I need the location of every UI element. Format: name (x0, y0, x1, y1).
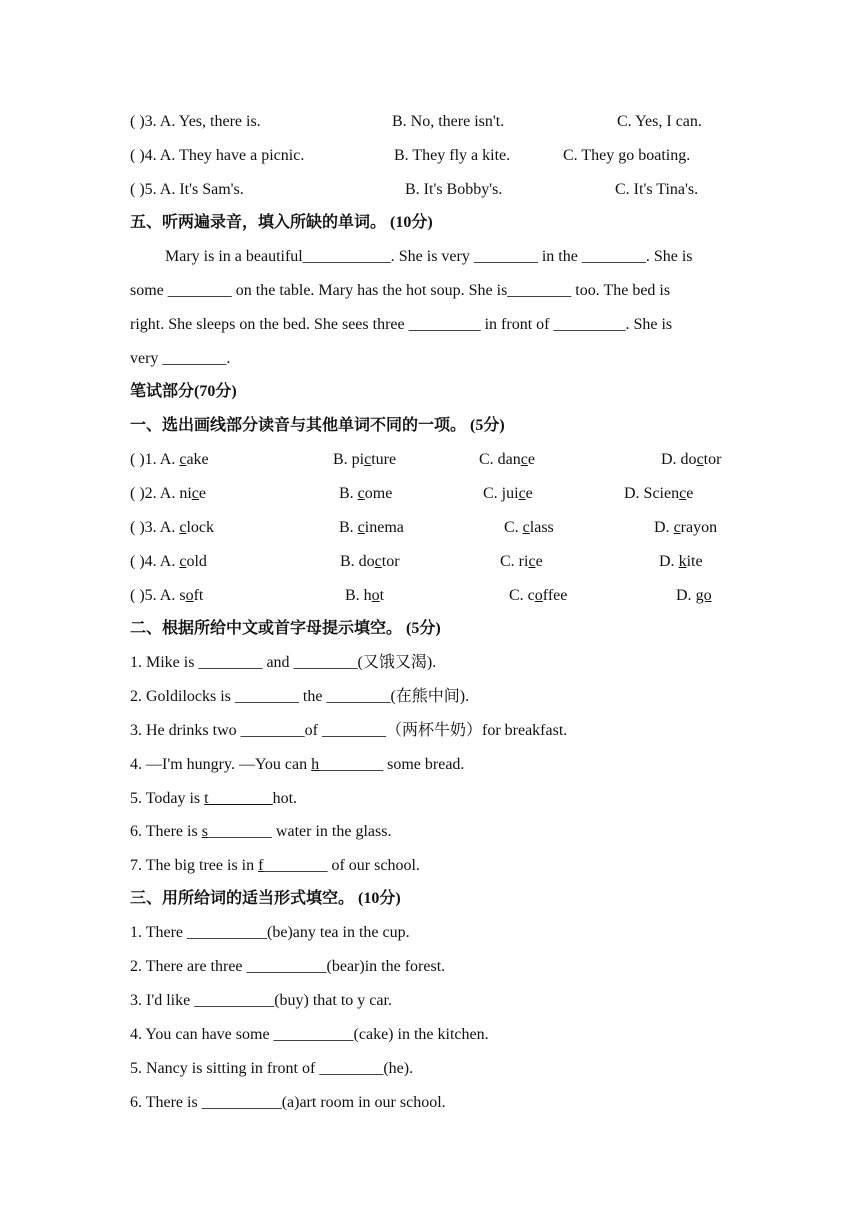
listening-q3-b: B. No, there isn't. (392, 113, 505, 130)
part3-q1: 1. There __________(be)any tea in the cup. (130, 924, 410, 941)
part1-row3-b: B. cinema (339, 519, 404, 536)
section5-title: 五、听两遍录音，填入所缺的单词。 (130, 214, 387, 231)
part1-row2-d: D. Science (624, 485, 694, 502)
part1-row5-b: B. hot (345, 587, 385, 604)
part1-row1-a: ( )1. A. cake (130, 451, 209, 468)
listening-q4-b: B. They fly a kite. (394, 147, 511, 164)
section5-line1: Mary is in a beautiful___________. She is very ________ in the ________. She is (165, 248, 693, 265)
part1-row4-b: B. doctor (340, 553, 400, 570)
part2-heading (130, 619, 441, 639)
part1-row3-c: C. class (504, 519, 554, 536)
part1-row1-b: B. picture (333, 451, 397, 468)
part3-title: 三、用所给词的适当形式填空。 (130, 890, 355, 907)
part1-row1-d: D. doctor (661, 451, 722, 468)
part1-row5-a: ( )5. A. soft (130, 587, 204, 604)
part1-row4-d: D. kite (659, 553, 703, 570)
part1-row3-d: D. crayon (654, 519, 718, 536)
part2-q2: 2. Goldilocks is ________ the ________(在熊中间). (130, 688, 470, 705)
listening-q5-b: B. It's Bobby's. (405, 181, 503, 198)
part3-q6: 6. There is __________(a)art room in our school. (130, 1094, 446, 1111)
part2-q5: 5. Today is t________hot. (130, 790, 298, 807)
part1-score: (5分) (470, 417, 505, 434)
part2-q1: 1. Mike is ________ and ________(又饿又渴). (130, 654, 437, 671)
part1-row4-a: ( )4. A. cold (130, 553, 207, 570)
listening-q3-a: ( )3. A. Yes, there is. (130, 113, 261, 130)
part2-q6: 6. There is s________ water in the glass. (130, 823, 392, 840)
part1-row2-c: C. juice (483, 485, 533, 502)
part1-title: 一、选出画线部分读音与其他单词不同的一项。 (130, 417, 467, 434)
part3-q2: 2. There are three __________(bear)in the forest. (130, 958, 446, 975)
section5-line2: some ________ on the table. Mary has the hot soup. She is________ too. The bed is (130, 282, 671, 299)
section5-line3: right. She sleeps on the bed. She sees three _________ in front of _________. She is (130, 316, 673, 333)
listening-q4-a: ( )4. A. They have a picnic. (130, 147, 305, 164)
part2-title: 二、根据所给中文或首字母提示填空。 (130, 620, 403, 637)
part2-q3: 3. He drinks two ________of ________（两杯牛奶）for breakfast. (130, 722, 568, 739)
part1-row1-c: C. dance (479, 451, 535, 468)
listening-q5-c: C. It's Tina's. (615, 181, 699, 198)
part1-row4-c: C. rice (500, 553, 543, 570)
part3-q3: 3. I'd like __________(buy) that to y car. (130, 992, 392, 1009)
listening-q5-a: ( )5. A. It's Sam's. (130, 181, 244, 198)
part1-row2-a: ( )2. A. nice (130, 485, 206, 502)
written-part-title: 笔试部分(70分) (130, 383, 237, 400)
section5-heading (130, 213, 433, 233)
part1-heading (130, 416, 505, 436)
part1-row5-d: D. go (676, 587, 712, 604)
listening-q3-c: C. Yes, I can. (617, 113, 702, 130)
part1-row2-b: B. come (339, 485, 393, 502)
section5-score: (10分) (390, 214, 433, 231)
part2-q4: 4. —I'm hungry. —You can h________ some bread. (130, 756, 465, 773)
part3-q5: 5. Nancy is sitting in front of ________(he). (130, 1060, 414, 1077)
part1-row5-c: C. coffee (509, 587, 568, 604)
section5-line4: very ________. (130, 350, 231, 367)
part3-heading (130, 889, 401, 909)
part2-score: (5分) (406, 620, 441, 637)
part3-score: (10分) (358, 890, 401, 907)
listening-q4-c: C. They go boating. (563, 147, 691, 164)
part2-q7: 7. The big tree is in f________ of our school. (130, 857, 420, 874)
part1-row3-a: ( )3. A. clock (130, 519, 214, 536)
part3-q4: 4. You can have some __________(cake) in the kitchen. (130, 1026, 489, 1043)
